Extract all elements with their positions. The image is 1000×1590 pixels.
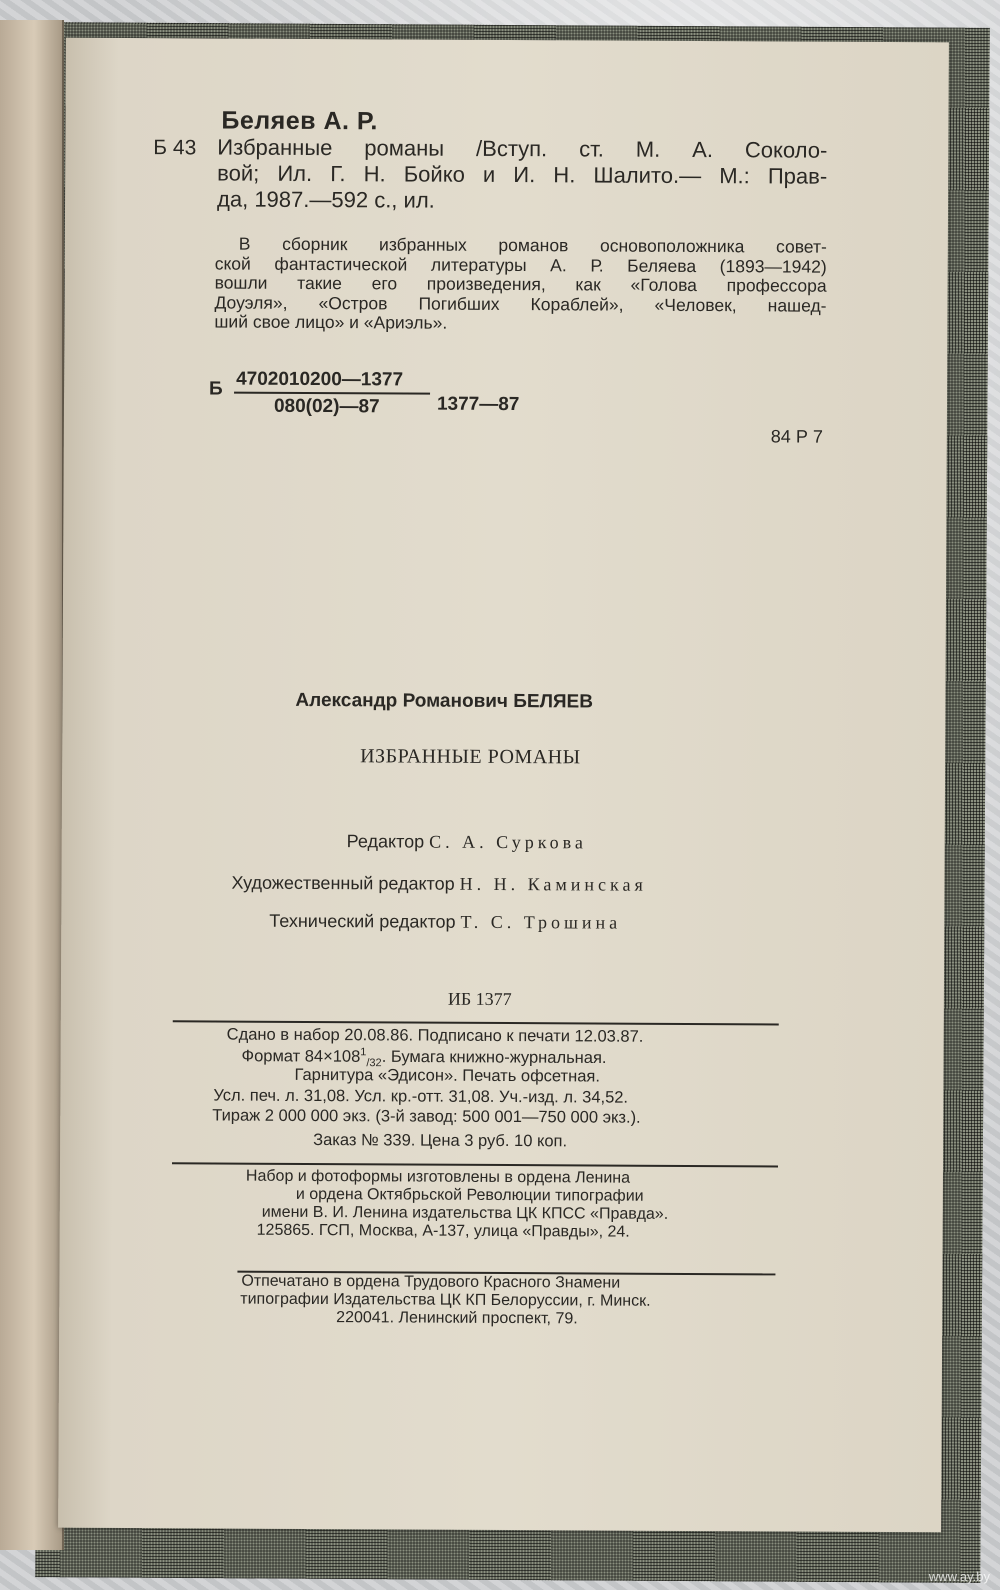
classification-denominator: 080(02)—87	[273, 395, 380, 418]
bibliographic-description	[217, 134, 827, 215]
format-denominator: /32	[366, 1057, 382, 1070]
staff-name: Н. Н. Каминская	[459, 873, 647, 895]
staff-role: Технический редактор	[269, 910, 456, 932]
annotation-line: ший свое лицо» и «Ариэль».	[214, 311, 448, 333]
classification-fraction-line	[234, 392, 430, 395]
staff-role: Редактор	[346, 831, 425, 852]
annotation-line: ской фантастической литературы А. Р. Беляева (1893—1942)	[214, 252, 827, 277]
classification-numerator: 4702010200—1377	[236, 368, 404, 391]
staff-name: Т. С. Трошина	[460, 911, 622, 933]
watermark: www.ay.by	[928, 1569, 990, 1584]
bibliographic-line: Избранные романы /Вступ. ст. М. А. Соколо-	[217, 134, 828, 163]
print-line: 125865. ГСП, Москва, А-137, улица «Правды», 24.	[256, 1221, 630, 1241]
imprint-title: ИЗБРАННЫЕ РОМАНЫ	[360, 745, 581, 769]
format-superscript: 1	[360, 1046, 367, 1059]
left-page-edge	[0, 20, 64, 1550]
print-line: Отпечатано в ордена Трудового Красного Знамени	[241, 1272, 621, 1292]
tech-line: Заказ № 339. Цена 3 руб. 10 коп.	[313, 1131, 568, 1151]
print-line: Набор и фотоформы изготовлены в ордена Ленина	[245, 1167, 631, 1187]
library-code: Б 43	[153, 136, 197, 160]
annotation-line: В сборник избранных романов основоположника совет-	[238, 233, 827, 257]
tech-line: Усл. печ. л. 31,08. Усл. кр.-отт. 31,08. Уч.-изд. л. 34,52.	[213, 1086, 629, 1107]
tech-line: Тираж 2 000 000 экз. (3-й завод: 500 001—750 000 экз.).	[212, 1106, 641, 1127]
print-line: имени В. И. Ленина издательства ЦК КПСС «Правда».	[261, 1203, 669, 1223]
bibliographic-line: да, 1987.—592 с., ил.	[216, 186, 435, 213]
bibliographic-author: Беляев А. Р.	[221, 106, 378, 136]
divider	[172, 1162, 778, 1167]
imprint-author: Александр Романович БЕЛЯЕВ	[295, 689, 594, 713]
staff-name: С. А. Суркова	[429, 831, 587, 853]
classification-suffix: 1377—87	[436, 393, 520, 416]
tech-line: Сдано в набор 20.08.86. Подписано к печати 12.03.87.	[226, 1025, 644, 1046]
ib-number: ИБ 1377	[447, 988, 512, 1010]
classification-letter: Б	[209, 378, 223, 400]
print-line: и ордена Октябрьской Революции типографии	[295, 1185, 644, 1205]
staff-editor	[347, 831, 587, 853]
staff-role: Художественный редактор	[231, 872, 455, 894]
bbk-index: 84 Р 7	[770, 426, 823, 447]
print-line: типографии Издательства ЦК КП Белоруссии, г. Минск.	[240, 1290, 651, 1310]
tech-line: Гарнитура «Эдисон». Печать офсетная.	[294, 1065, 600, 1086]
format-prefix: Формат 84×108	[241, 1047, 361, 1066]
annotation-line: вошли такие его произведения, как «Голова профессора	[214, 272, 827, 296]
bibliographic-line: вой; Ил. Г. Н. Бойко и И. Н. Шалито.— М.: Прав-	[217, 160, 828, 189]
staff-tech-editor	[269, 911, 621, 934]
staff-art-editor	[231, 873, 646, 896]
book-page	[58, 38, 949, 1533]
divider	[173, 1020, 779, 1025]
format-suffix: . Бумага книжно-журнальная.	[381, 1047, 607, 1068]
print-line: 220041. Ленинский проспект, 79.	[336, 1309, 578, 1328]
annotation	[214, 234, 827, 335]
annotation-line: Доуэля», «Остров Погибших Кораблей», «Человек, нашед-	[214, 291, 827, 316]
